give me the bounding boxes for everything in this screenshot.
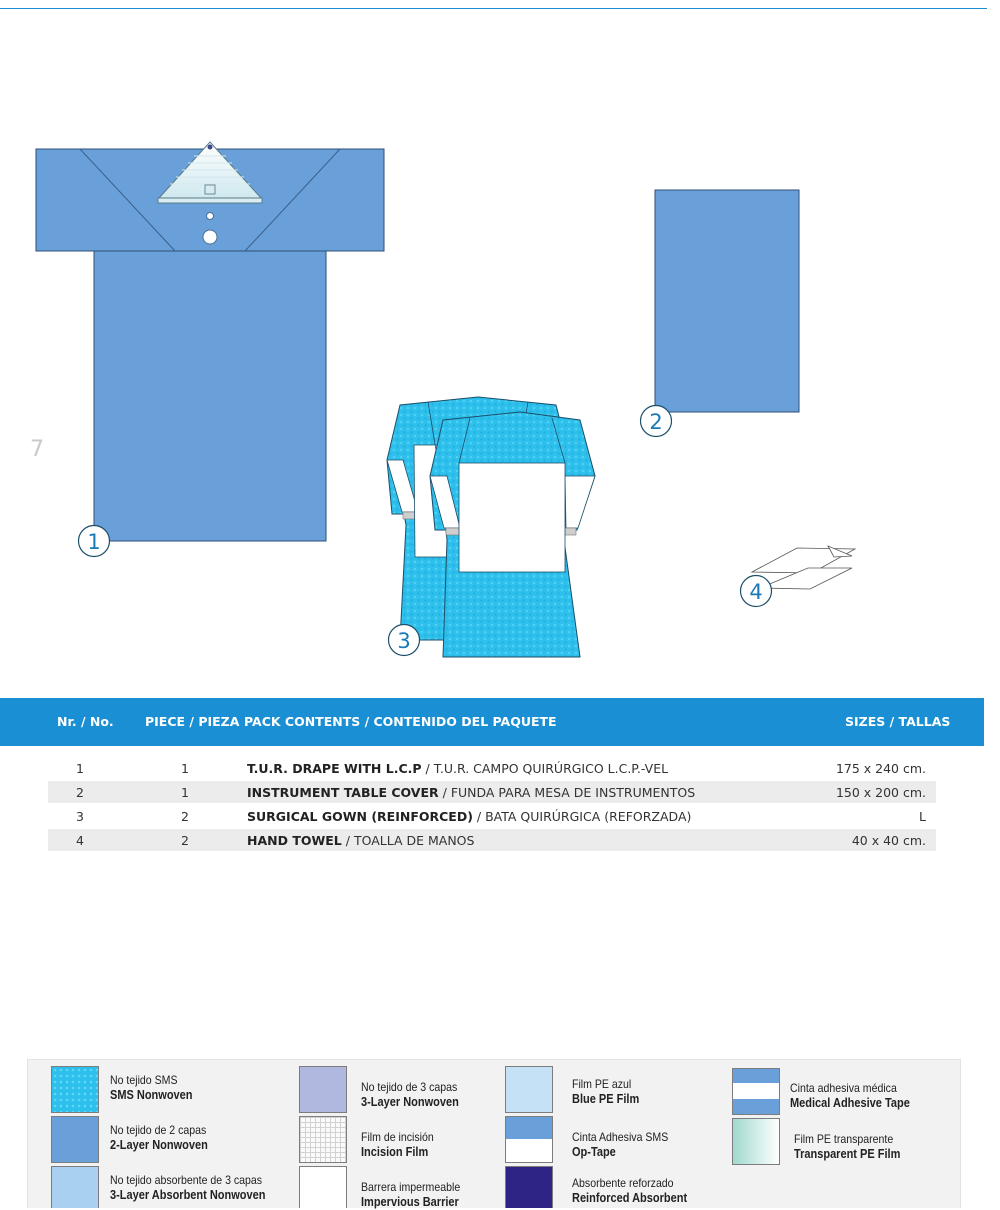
table-row [48,829,936,851]
row-size: L [919,809,926,824]
row-piece: 2 [181,809,189,824]
row-description [247,785,695,800]
svg-text:4: 4 [749,580,763,604]
row-name-es: / T.U.R. CAMPO QUIRÚRGICO L.C.P.-VEL [421,761,669,776]
table-cover-drawing [655,190,799,412]
drape-fenestration [203,230,217,244]
swatch-incision-film [299,1116,347,1163]
legend-transparent-pe-film: Film PE transparente Transparent PE Film [794,1132,901,1161]
legend-op-tape: Cinta Adhesiva SMS Op-Tape [572,1130,669,1159]
callout-3 [389,625,420,656]
swatch-2-layer-nonwoven [51,1116,99,1163]
legend-reinforced-absorbent: Absorbente reforzado Reinforced Absorbent [572,1176,688,1205]
row-name-es: / FUNDA PARA MESA DE INSTRUMENTOS [438,785,696,800]
row-size: 150 x 200 cm. [835,785,926,800]
row-name-en: HAND TOWEL [247,833,342,848]
legend-3-layer-nonwoven: No tejido de 3 capas 3-Layer Nonwoven [361,1080,459,1109]
header-piece: PIECE / PIEZA [145,714,240,729]
row-description [247,833,474,848]
table-row [48,757,936,779]
row-name-en: INSTRUMENT TABLE COVER [247,785,439,800]
legend-2-layer-nonwoven: No tejido de 2 capas 2-Layer Nonwoven [110,1123,208,1152]
swatch-3-layer-absorbent [51,1166,99,1208]
swatch-op-tape [505,1116,553,1163]
callout-2 [641,406,672,437]
row-size: 175 x 240 cm. [835,761,926,776]
swatch-reinforced-absorbent [505,1166,553,1208]
swatch-transparent-pe-film [732,1118,780,1165]
swatch-blue-pe-film [505,1066,553,1113]
swatch-impervious-barrier [299,1166,347,1208]
legend-sms-nonwoven: No tejido SMS SMS Nonwoven [110,1073,193,1102]
tur-drape-drawing [36,142,384,541]
header-sizes: SIZES / TALLAS [845,714,951,729]
row-nr: 3 [76,809,84,824]
svg-text:1: 1 [87,530,101,554]
row-piece: 1 [181,761,189,776]
header-nr: Nr. / No. [57,714,114,729]
header-contents: PACK CONTENTS / CONTENIDO DEL PAQUETE [244,714,557,729]
swatch-medical-adhesive-tape [732,1068,780,1115]
legend-medical-adhesive-tape: Cinta adhesiva médica Medical Adhesive Tape [790,1081,910,1110]
row-nr: 2 [76,785,84,800]
row-description [247,761,668,776]
table-row [48,781,936,803]
row-name-es: / BATA QUIRÚRGICA (REFORZADA) [472,809,692,824]
swatch-3-layer-nonwoven [299,1066,347,1113]
row-description [247,809,691,824]
legend-impervious-barrier: Barrera impermeable Impervious Barrier [361,1180,461,1209]
side-mark: 7 [30,437,44,462]
legend-3-layer-absorbent: No tejido absorbente de 3 capas 3-Layer Absorbent Nonwoven [110,1173,266,1202]
svg-text:2: 2 [649,410,663,434]
row-name-es: / TOALLA DE MANOS [341,833,475,848]
materials-legend [27,1059,961,1208]
row-nr: 1 [76,761,84,776]
row-piece: 2 [181,833,189,848]
legend-incision-film: Film de incisión Incision Film [361,1130,434,1159]
callout-1 [79,526,110,557]
row-size: 40 x 40 cm. [851,833,926,848]
callout-4 [741,576,772,607]
table-header [0,698,984,746]
swatch-sms-nonwoven [51,1066,99,1113]
row-piece: 1 [181,785,189,800]
legend-blue-pe-film: Film PE azul Blue PE Film [572,1077,640,1106]
row-name-en: SURGICAL GOWN (REINFORCED) [247,809,473,824]
row-name-en: T.U.R. DRAPE WITH L.C.P [247,761,422,776]
drape-lower-panel [94,251,326,541]
svg-text:3: 3 [397,629,411,653]
drape-small-hole [207,213,214,220]
table-row [48,805,936,827]
surgical-gown-front [430,412,595,657]
row-nr: 4 [76,833,84,848]
